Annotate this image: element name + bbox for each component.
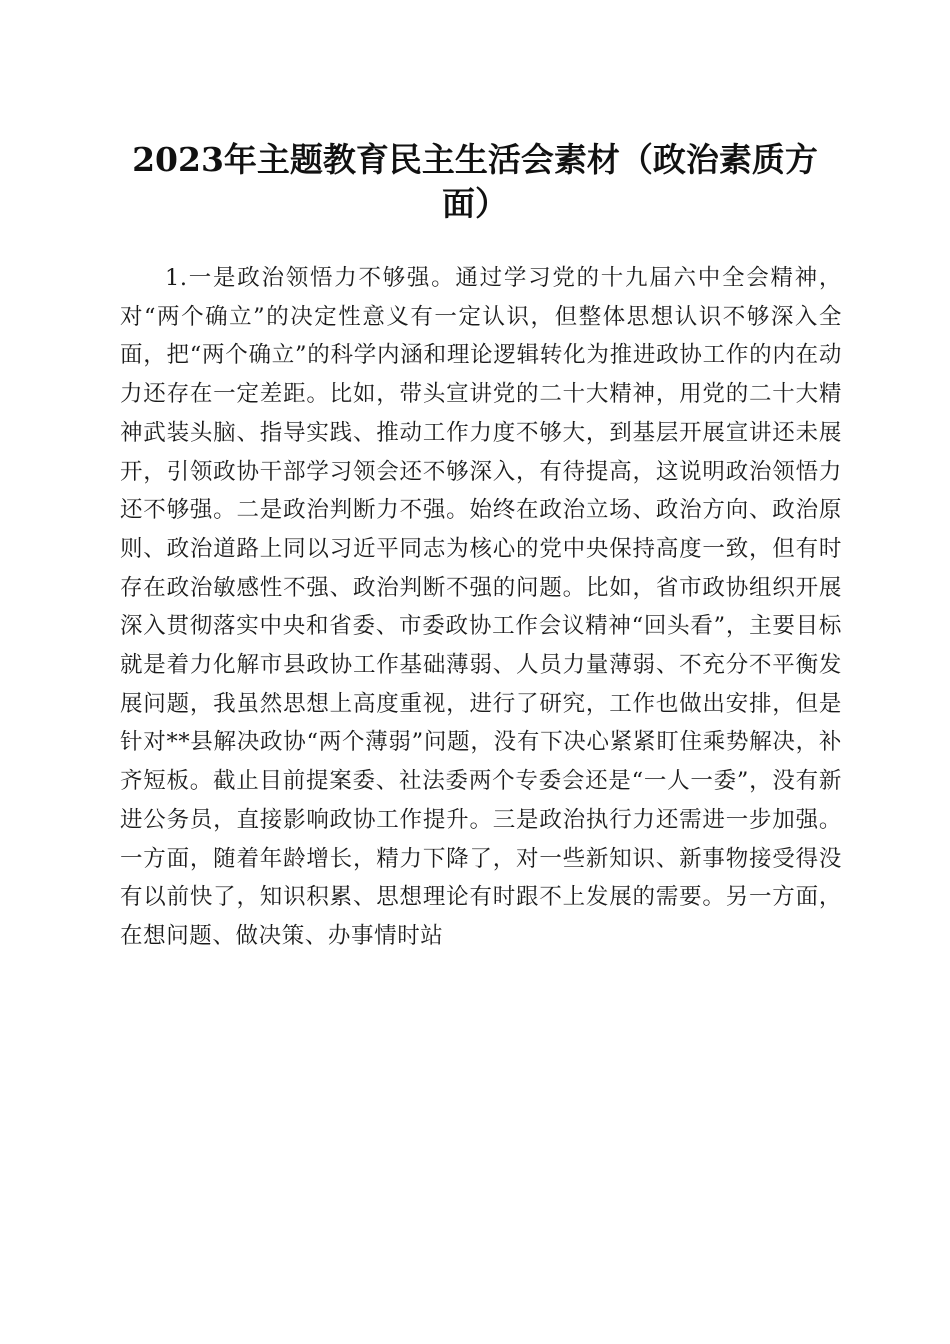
body-paragraph: 1.一是政治领悟力不够强。通过学习党的十九届六中全会精神，对“两个确立”的决定性意义有一定认识，但整体思想认识不够深入全面，把“两个确立”的科学内涵和理论逻辑转化为推进政协工作的内在动力还存在一定差距。比如，带头宣讲党的二十大精神，用党的二十大精神武装头脑、指导实践、推动工作力度不够大，到基层开展宣讲还未展开，引领政协干部学习领会还不够深入，有待提高，这说明政治领悟力还不够强。二是政治判断力不强。始终在政治立场、政治方向、政治原则、政治道路上同以习近平同志为核心的党中央保持高度一致，但有时存在政治敏感性不强、政治判断不强的问题。比如，省市政协组织开展深入贯彻落实中央和省委、市委政协工作会议精神“回头看”，主要目标就是着力化解市县政协工作基础薄弱、人员力量薄弱、不充分不平衡发展问题，我虽然思想上高度重视，进行了研究，工作也做出安排，但是针对**县解决政协“两个薄弱”问题，没有下决心紧紧盯住乘势解决，补齐短板。截止目前提案委、社法委两个专委会还是“一人一委”，没有新进公务员，直接影响政协工作提升。三是政治执行力还需进一步加强。一方面，随着年龄增长，精力下降了，对一些新知识、新事物接受得没有以前快了，知识积累、思想理论有时跟不上发展的需要。另一方面，在想问题、做决策、办事情时站 (120, 265, 842, 949)
document-title: 2023年主题教育民主生活会素材（政治素质方面） (132, 140, 818, 223)
